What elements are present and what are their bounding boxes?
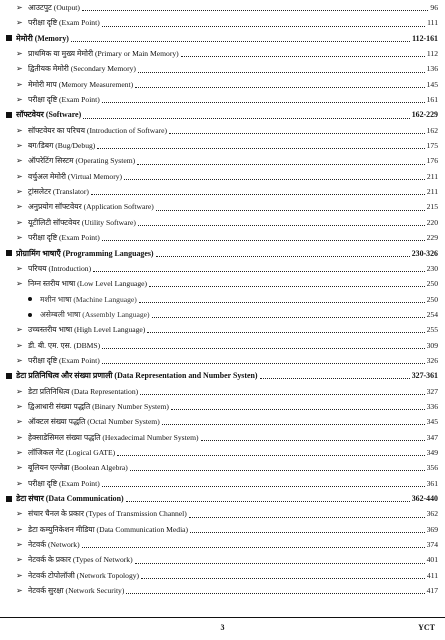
dotted-leader	[138, 64, 425, 73]
dotted-leader	[141, 570, 425, 579]
arrow-bullet-icon: ➢	[16, 463, 23, 473]
toc-entry-row	[6, 568, 438, 583]
square-bullet-icon	[6, 112, 12, 118]
toc-entry-page: 229	[426, 233, 438, 243]
toc-entry-page: 255	[426, 325, 438, 335]
toc-entry-page: 215	[426, 202, 438, 212]
dotted-leader	[149, 278, 425, 287]
toc-entry-title: डेटा प्रतिनिधित्व और संख्या प्रणाली (Data Representation and Number Systen)	[16, 371, 258, 381]
toc-entry-title: बग/डिबग (Bug/Debug)	[28, 141, 96, 151]
arrow-bullet-icon: ➢	[16, 18, 23, 28]
dotted-leader	[102, 232, 425, 241]
dotted-leader	[137, 156, 424, 165]
publisher-brand: YCT	[418, 623, 435, 632]
arrow-bullet-icon: ➢	[16, 340, 23, 350]
toc-entry-row	[6, 307, 438, 322]
toc-section-row	[6, 368, 438, 383]
toc-entry-row	[6, 0, 438, 15]
toc-entry-page: 362	[426, 509, 438, 519]
arrow-bullet-icon: ➢	[16, 263, 23, 273]
toc-entry-title: असेम्बली भाषा (Assembly Language)	[40, 309, 150, 319]
toc-entry-page: 361	[426, 478, 438, 488]
arrow-bullet-icon: ➢	[16, 355, 23, 365]
toc-entry-page: 411	[426, 570, 438, 580]
toc-entry-title: अनुप्रयोग सॉफ्टवेयर (Application Software)	[28, 202, 154, 212]
toc-entry-row	[6, 384, 438, 399]
toc-entry-page: 250	[426, 279, 438, 289]
toc-entry-title: मेमोरी माप (Memory Measurement)	[28, 79, 134, 89]
arrow-bullet-icon: ➢	[16, 233, 23, 243]
toc-entry-title: परीक्षा दृष्टि (Exam Point)	[28, 478, 100, 488]
toc-entry-page: 401	[426, 555, 438, 565]
arrow-bullet-icon: ➢	[16, 417, 23, 427]
dotted-leader	[181, 48, 425, 57]
dotted-leader	[82, 539, 425, 548]
toc-entry-title: डी. बी. एम. एस. (DBMS)	[28, 340, 101, 350]
toc-entry-title: सॉफ्टवेयर का परिचय (Introduction of Software)	[28, 125, 168, 135]
toc-entry-title: नेटवर्क टोपोलॉजी (Network Topology)	[28, 570, 140, 580]
dotted-leader	[102, 18, 425, 27]
arrow-bullet-icon: ➢	[16, 386, 23, 396]
dotted-leader	[147, 324, 424, 333]
toc-entry-title: द्विआधारी संख्या पद्धति (Binary Number System)	[28, 401, 169, 411]
toc-entry-page: 175	[426, 141, 438, 151]
dotted-leader	[93, 263, 425, 272]
toc-entry-row	[6, 184, 438, 199]
toc-entry-title: सॉफ्टवेयर (Software)	[16, 110, 82, 120]
arrow-bullet-icon: ➢	[16, 325, 23, 335]
toc-entry-row	[6, 414, 438, 429]
square-bullet-icon	[6, 496, 12, 502]
arrow-bullet-icon: ➢	[16, 64, 23, 74]
toc-entry-title: वर्चुअल मेमोरी (Virtual Memory)	[28, 171, 123, 181]
dot-bullet-icon	[28, 297, 32, 301]
dotted-leader	[126, 585, 424, 594]
toc-entry-page: 327	[426, 386, 438, 396]
toc-entry-row	[6, 322, 438, 337]
arrow-bullet-icon: ➢	[16, 586, 23, 596]
toc-entry-title: प्राथमिक या मुख्य मेमोरी (Primary or Main Memory)	[28, 49, 179, 59]
toc-entry-row	[6, 138, 438, 153]
arrow-bullet-icon: ➢	[16, 279, 23, 289]
toc-entry-row	[6, 506, 438, 521]
dotted-leader	[102, 94, 425, 103]
toc-entry-page: 176	[426, 156, 438, 166]
page-number: 3	[220, 623, 225, 632]
toc-entry-page: 374	[426, 540, 438, 550]
toc-entry-page: 145	[426, 79, 438, 89]
dotted-leader	[91, 186, 425, 195]
toc-entry-page: 136	[426, 64, 438, 74]
dotted-leader	[130, 462, 425, 471]
square-bullet-icon	[6, 250, 12, 256]
toc-entry-page: 345	[426, 417, 438, 427]
toc-entry-row	[6, 199, 438, 214]
toc-entry-page: 112-161	[412, 33, 438, 43]
toc-entry-title: डेटा प्रतिनिधित्व (Data Representation)	[28, 386, 139, 396]
dotted-leader	[135, 79, 424, 88]
toc-entry-title: डेटा कम्युनिकेशन मीडिया (Data Communication Media)	[28, 524, 189, 534]
toc-entry-row	[6, 261, 438, 276]
dot-bullet-icon	[28, 313, 32, 317]
arrow-bullet-icon: ➢	[16, 401, 23, 411]
toc-entry-page: 220	[426, 217, 438, 227]
arrow-bullet-icon: ➢	[16, 141, 23, 151]
arrow-bullet-icon: ➢	[16, 447, 23, 457]
dotted-leader	[102, 340, 424, 349]
toc-entry-row	[6, 445, 438, 460]
dotted-leader	[126, 493, 410, 502]
dotted-leader	[138, 217, 425, 226]
table-of-contents	[6, 0, 438, 598]
toc-entry-page: 369	[426, 524, 438, 534]
toc-entry-row	[6, 230, 438, 245]
toc-entry-page: 112	[426, 49, 438, 59]
dotted-leader	[124, 171, 425, 180]
toc-entry-title: परीक्षा दृष्टि (Exam Point)	[28, 95, 100, 105]
toc-entry-title: नेटवर्क सुरक्षा (Network Security)	[28, 586, 125, 596]
toc-entry-title: परीक्षा दृष्टि (Exam Point)	[28, 355, 100, 365]
toc-section-row	[6, 246, 438, 261]
toc-entry-row	[6, 46, 438, 61]
toc-entry-title: बूलियन एल्जेब्रा (Boolean Algebra)	[28, 463, 128, 473]
arrow-bullet-icon: ➢	[16, 125, 23, 135]
toc-entry-row	[6, 61, 438, 76]
toc-entry-page: 250	[426, 294, 438, 304]
dotted-leader	[162, 416, 425, 425]
dotted-leader	[117, 447, 424, 456]
dotted-leader	[139, 294, 425, 303]
dotted-leader	[189, 509, 425, 518]
toc-entry-row	[6, 92, 438, 107]
dotted-leader	[152, 309, 425, 318]
toc-entry-title: हेक्साडेसिमल संख्या पद्धति (Hexadecimal Number System)	[28, 432, 199, 442]
page-footer	[0, 617, 445, 640]
toc-entry-page: 326	[426, 355, 438, 365]
toc-entry-row	[6, 123, 438, 138]
toc-entry-title: निम्न स्तरीय भाषा (Low Level Language)	[28, 279, 148, 289]
toc-entry-page: 162	[426, 125, 438, 135]
toc-entry-title: परिचय (Introduction)	[28, 263, 92, 273]
toc-entry-row	[6, 15, 438, 30]
toc-entry-page: 417	[426, 586, 438, 596]
toc-entry-page: 230-326	[411, 248, 438, 258]
arrow-bullet-icon: ➢	[16, 570, 23, 580]
toc-entry-row	[6, 552, 438, 567]
toc-entry-page: 211	[426, 187, 438, 197]
square-bullet-icon	[6, 35, 12, 41]
arrow-bullet-icon: ➢	[16, 478, 23, 488]
toc-entry-title: ट्रांसलेटर (Translator)	[28, 187, 89, 197]
arrow-bullet-icon: ➢	[16, 509, 23, 519]
arrow-bullet-icon: ➢	[16, 432, 23, 442]
toc-entry-page: 161	[426, 95, 438, 105]
dotted-leader	[135, 555, 425, 564]
arrow-bullet-icon: ➢	[16, 171, 23, 181]
toc-entry-row	[6, 153, 438, 168]
dotted-leader	[169, 125, 425, 134]
arrow-bullet-icon: ➢	[16, 555, 23, 565]
toc-entry-page: 336	[426, 401, 438, 411]
toc-entry-page: 211	[426, 171, 438, 181]
toc-entry-row	[6, 399, 438, 414]
toc-entry-title: ऑक्टल संख्या पद्धति (Octal Number System)	[28, 417, 160, 427]
toc-entry-page: 111	[427, 18, 438, 28]
arrow-bullet-icon: ➢	[16, 540, 23, 550]
toc-section-row	[6, 491, 438, 506]
toc-entry-title: परीक्षा दृष्टि (Exam Point)	[28, 18, 100, 28]
toc-entry-page: 162-229	[411, 110, 438, 120]
toc-entry-row	[6, 276, 438, 291]
dotted-leader	[97, 140, 424, 149]
arrow-bullet-icon: ➢	[16, 95, 23, 105]
toc-entry-row	[6, 476, 438, 491]
arrow-bullet-icon: ➢	[16, 3, 23, 12]
toc-entry-row	[6, 522, 438, 537]
toc-entry-title: प्रोग्रामिंग भाषाएँ (Programming Languages)	[16, 248, 154, 258]
toc-entry-page: 309	[426, 340, 438, 350]
toc-entry-page: 356	[426, 463, 438, 473]
dotted-leader	[82, 2, 428, 11]
dotted-leader	[140, 386, 424, 395]
arrow-bullet-icon: ➢	[16, 49, 23, 59]
toc-entry-row	[6, 583, 438, 598]
arrow-bullet-icon: ➢	[16, 79, 23, 89]
toc-entry-row	[6, 169, 438, 184]
dotted-leader	[102, 355, 425, 364]
toc-entry-title: मशीन भाषा (Machine Language)	[40, 294, 137, 304]
toc-entry-title: परीक्षा दृष्टि (Exam Point)	[28, 233, 100, 243]
dotted-leader	[156, 248, 410, 257]
toc-entry-title: उच्चस्तरीय भाषा (High Level Language)	[28, 325, 146, 335]
toc-entry-title: नेटवर्क (Network)	[28, 540, 80, 550]
dotted-leader	[171, 401, 425, 410]
toc-entry-page: 96	[430, 3, 438, 12]
toc-entry-title: मेमोरी (Memory)	[16, 33, 69, 43]
toc-entry-page: 349	[426, 447, 438, 457]
toc-section-row	[6, 31, 438, 46]
toc-entry-row	[6, 460, 438, 475]
toc-entry-title: संचार चैनल के प्रकार (Types of Transmission Channel)	[28, 509, 187, 519]
toc-entry-page: 327-361	[411, 371, 438, 381]
toc-entry-page: 230	[426, 263, 438, 273]
toc-entry-title: यूटीलिटी सॉफ्टवेयर (Utility Software)	[28, 217, 136, 227]
toc-entry-row	[6, 353, 438, 368]
arrow-bullet-icon: ➢	[16, 217, 23, 227]
toc-entry-title: नेटवर्क के प्रकार (Types of Network)	[28, 555, 133, 565]
dotted-leader	[83, 110, 409, 119]
toc-entry-row	[6, 292, 438, 307]
dotted-leader	[71, 33, 410, 42]
dotted-leader	[190, 524, 425, 533]
dotted-leader	[260, 370, 410, 379]
toc-entry-page: 362-440	[411, 494, 438, 503]
toc-entry-row	[6, 430, 438, 445]
arrow-bullet-icon: ➢	[16, 202, 23, 212]
arrow-bullet-icon: ➢	[16, 156, 23, 166]
toc-entry-page: 347	[426, 432, 438, 442]
arrow-bullet-icon: ➢	[16, 524, 23, 534]
dotted-leader	[156, 202, 425, 211]
toc-entry-title: ऑपरेटिंग सिस्टम (Operating System)	[28, 156, 136, 166]
toc-entry-title: डेटा संचार (Data Communication)	[16, 494, 124, 503]
toc-entry-row	[6, 215, 438, 230]
square-bullet-icon	[6, 373, 12, 379]
toc-entry-row	[6, 537, 438, 552]
dotted-leader	[201, 432, 425, 441]
toc-entry-row	[6, 338, 438, 353]
toc-entry-row	[6, 77, 438, 92]
toc-section-row	[6, 107, 438, 122]
toc-entry-page: 254	[426, 309, 438, 319]
toc-entry-title: लॉजिकल गेट (Logical GATE)	[28, 447, 116, 457]
dotted-leader	[102, 478, 425, 487]
toc-entry-title: आउटपुट (Output)	[28, 3, 80, 12]
arrow-bullet-icon: ➢	[16, 187, 23, 197]
toc-entry-title: द्वितीयक मेमोरी (Secondary Memory)	[28, 64, 136, 74]
